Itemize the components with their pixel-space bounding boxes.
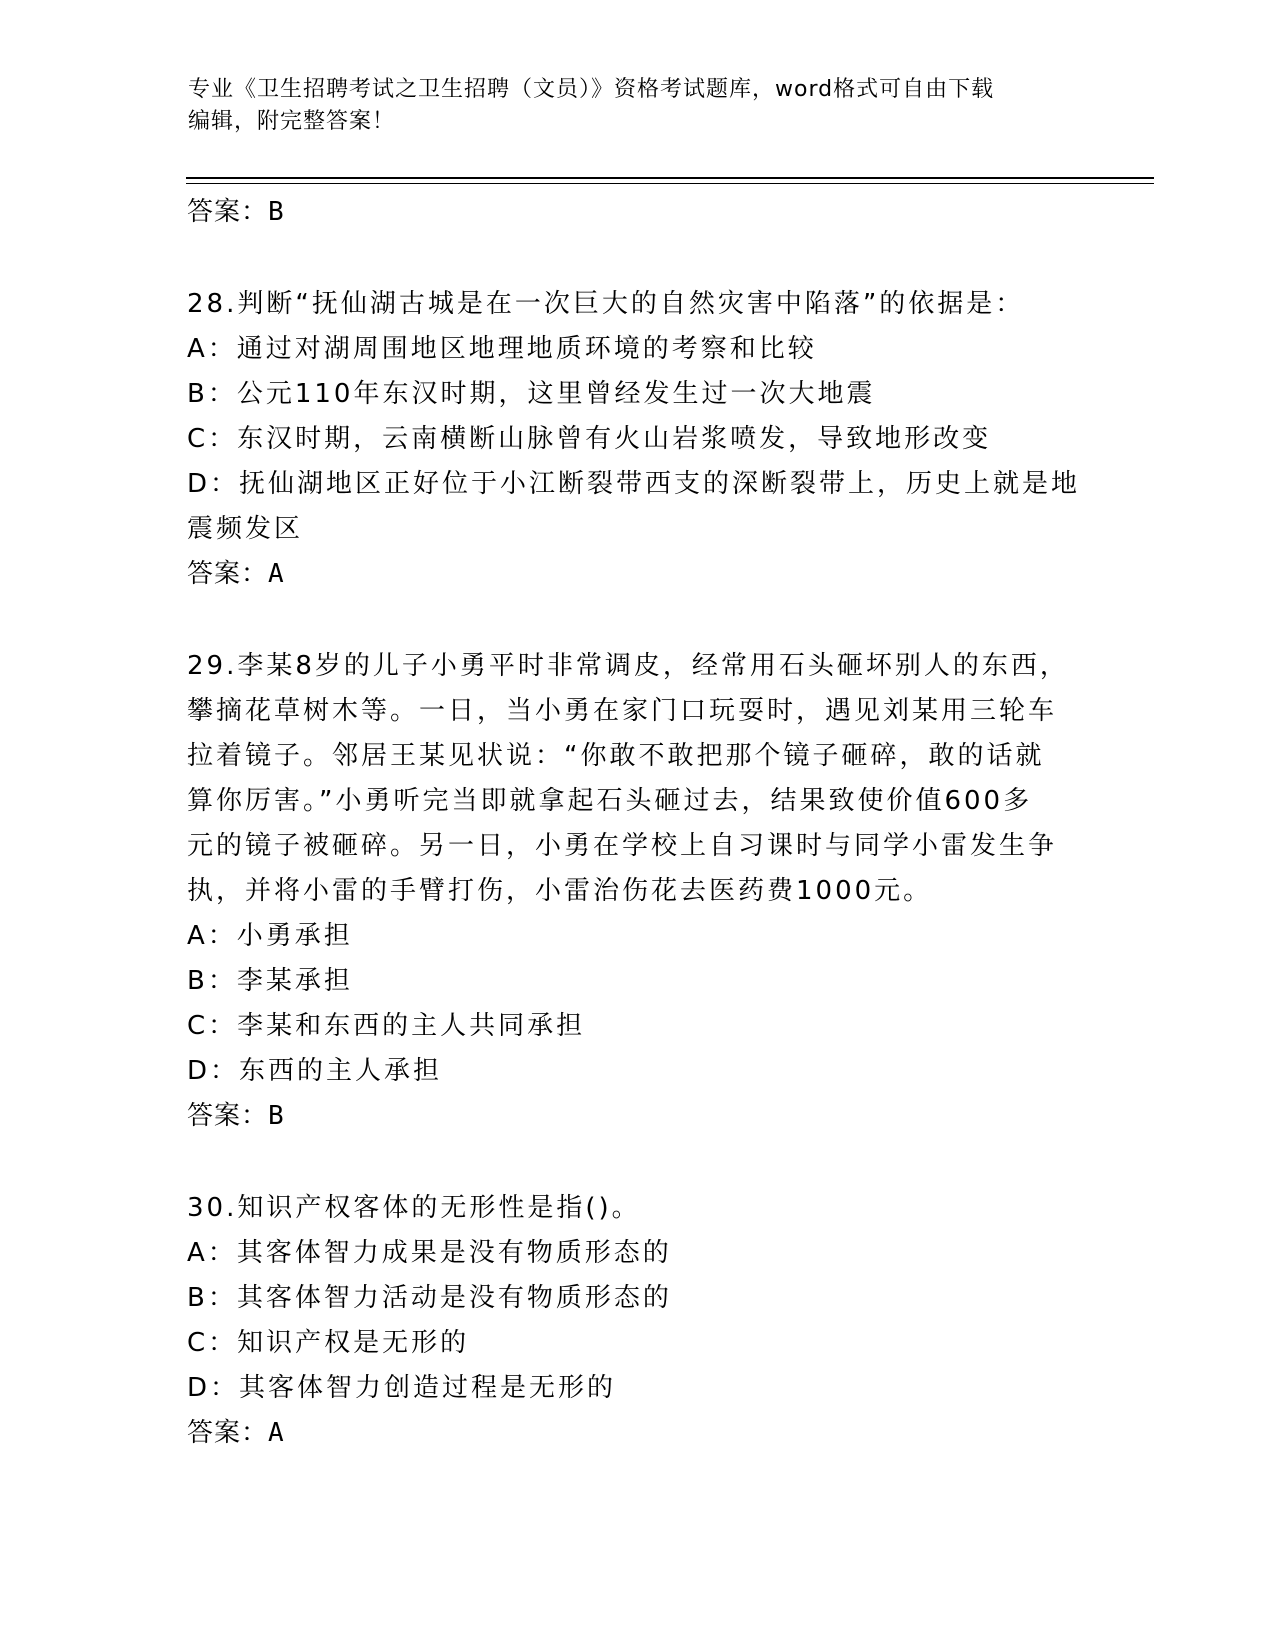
question-stem-line: 算你厉害。”小勇听完当即就拿起石头砸过去，结果致使价值600多 xyxy=(187,786,1033,816)
question-stem-line: 元的镜子被砸碎。另一日，小勇在学校上自习课时与同学小雷发生争 xyxy=(187,831,1058,861)
header-divider-thin xyxy=(186,183,1154,184)
answer-line: 答案：A xyxy=(187,559,285,589)
spacer xyxy=(187,1139,1087,1186)
question-block xyxy=(187,644,1087,1139)
question-stem-line: 执，并将小雷的手臂打伤，小雷治伤花去医药费1000元。 xyxy=(187,876,933,906)
option-c: C：东汉时期，云南横断山脉曾有火山岩浆喷发，导致地形改变 xyxy=(187,424,992,454)
option-d: D：其客体智力创造过程是无形的 xyxy=(187,1373,617,1403)
question-stem-line: 攀摘花草树木等。一日，当小勇在家门口玩耍时，遇见刘某用三轮车 xyxy=(187,696,1058,726)
question-stem-line: 28.判断“抚仙湖古城是在一次巨大的自然灾害中陷落”的依据是： xyxy=(187,289,1025,319)
option-c: C：知识产权是无形的 xyxy=(187,1328,470,1358)
question-block xyxy=(187,282,1087,597)
option-a: A：小勇承担 xyxy=(187,921,353,951)
option-a: A：其客体智力成果是没有物质形态的 xyxy=(187,1238,672,1268)
option-a: A：通过对湖周围地区地理地质环境的考察和比较 xyxy=(187,334,817,364)
question-block xyxy=(187,1186,1087,1456)
question-stem-line: 29.李某8岁的儿子小勇平时非常调皮，经常用石头砸坏别人的东西， xyxy=(187,651,1069,681)
header-divider-thick xyxy=(186,177,1154,179)
spacer xyxy=(187,597,1087,644)
answer-line: 答案：B xyxy=(187,197,285,227)
option-b: B：李某承担 xyxy=(187,966,353,996)
header-line-2: 编辑，附完整答案！ xyxy=(188,109,396,134)
question-stem-line: 30.知识产权客体的无形性是指()。 xyxy=(187,1193,641,1223)
header-line-1: 专业《卫生招聘考试之卫生招聘（文员）》资格考试题库，word格式可自由下载 xyxy=(188,77,995,102)
option-d-continued: 震频发区 xyxy=(187,514,304,544)
option-d: D：东西的主人承担 xyxy=(187,1056,443,1086)
option-b: B：其客体智力活动是没有物质形态的 xyxy=(187,1283,672,1313)
answer-line: 答案：B xyxy=(187,1101,285,1131)
question-content xyxy=(187,190,1087,1456)
spacer xyxy=(187,235,1087,282)
question-stem-line: 拉着镜子。邻居王某见状说：“你敢不敢把那个镜子砸碎，敢的话就 xyxy=(187,741,1045,771)
page-header xyxy=(188,74,1088,138)
option-b: B：公元110年东汉时期，这里曾经发生过一次大地震 xyxy=(187,379,876,409)
option-c: C：李某和东西的主人共同承担 xyxy=(187,1011,586,1041)
answer-line: 答案：A xyxy=(187,1418,285,1448)
option-d: D：抚仙湖地区正好位于小江断裂带西支的深断裂带上，历史上就是地 xyxy=(187,469,1081,499)
